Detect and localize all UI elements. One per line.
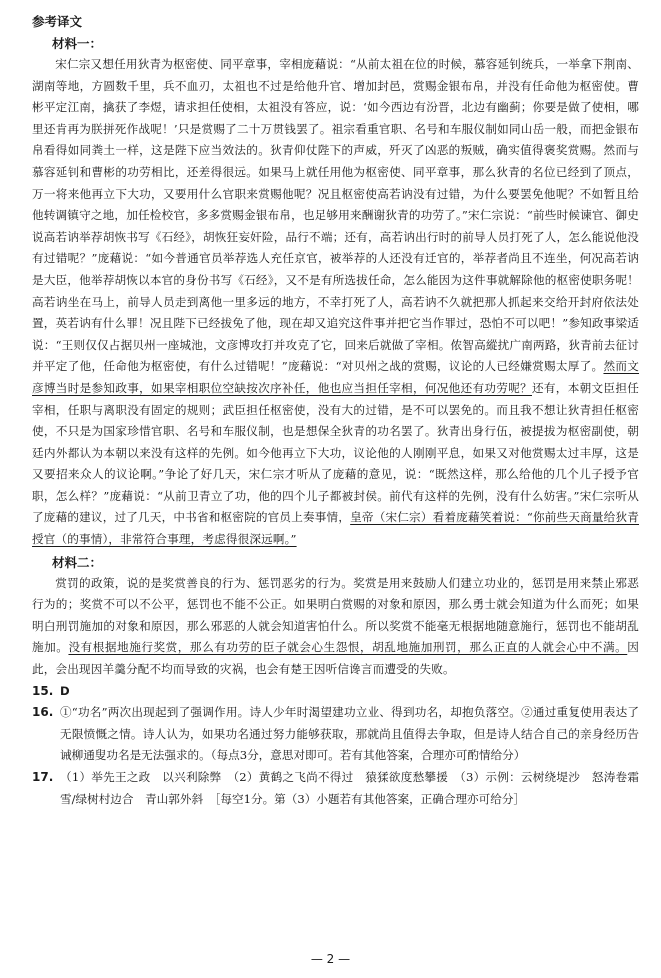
material-one-title: 材料一： [52, 36, 103, 51]
question-number-16: 16. [32, 705, 54, 720]
material-one-para-rest: 还有，本朝文臣担任宰相，任职与离职没有固定的规则；武臣担任枢密使，没有大的过错，是不可以罢免的。而且我不想让狄青担任枢密使，不只是为国家珍惜官职、名号和车服仪制，也是想保全狄青的功名罢了。狄青出身行伍，被提拔为枢密副使，朝廷内外都认为本朝以来没有这样的先例。如今他再立下大功，议论他的人刚刚平息，如果又对他赏赐太过丰厚，这是又要招来众人的议论啊。”争论了好几天，宋仁宗才听从了庞藉的意见，说：“既然这样，那么给他的几个儿子授予官职，怎么样？”庞藉说：“从前卫青立了功，他的四个儿子都被封侯。前代有这样的先例，没有什么妨害。”宋仁宗听从了庞藉的建议，过了几天，中书省和枢密院的官员上奏事情， [32, 380, 639, 525]
question-number-17: 17. [32, 770, 54, 784]
page-number: — 2 — [310, 952, 351, 966]
material-one-para: 宋仁宗又想任用狄青为枢密使、同平章事，宰相庞藉说：“从前太祖在位的时候，慕容延钊统兵，一举拿下荆南、湖南等地，方圆数千里，兵不血刃，太祖也不过是给他升官、增加封邑，赏赐金银布帛，并没有任命他为枢密使。曹彬平定江南，擒获了李煜，请求担任使相，太祖没有答应，说：‘如今西边有汾晋，北边有幽蓟；你要是做了使相，哪里还肯再为朕拼死作战呢！’只是赏赐了二十万贯钱罢了。祖宗看重官职、名号和车服仪制如同山岳一般，而把金银布帛看得如同粪土一样，这是陛下应当效法的。狄青仰仗陛下的声威，歼灭了凶恶的叛贼，确实值得褒奖赏赐。然而与慕容延钊和曹彬的功劳相比，还差得很远。如果马上就任用他为枢密使、同平章事，那么狄青的名位已经到了顶点，万一将来他再立下大功，又要用什么官职来赏赐他呢？况且枢密使高若讷没有过错，为什么要罢免他呢？不如暂且给他转调镇守之地，加任检校官，多多赏赐金银布帛，也足够用来酬谢狄青的功劳了。”宋仁宗说：“前些时候谏官、御史说高若讷举荐胡恢书写《石经》，胡恢狂妄奸险，品行不端；还有，高若讷出行时的前导人员打死了人，怎么能说他没有过错呢？”庞藉说：“如今普通官员举荐选人充任京官，被举荐的人还没有迁官的，举荐者尚且不连坐，何况高若讷是大臣，他举荐胡恢以本官的身份书写《石经》，又不是有所选拔任命，怎么能因为这件事就解除他的枢密使职务呢！高若讷坐在马上，前导人员走到离他一里多远的地方，不幸打死了人，高若讷不久就把那人抓起来交给开封府依法处置，英若讷有什么罪！况且陛下已经拔免了他，现在却又追究这件事并把它当作罪过，恐怕不可以吧！”参知政事梁适说：“王则仅仅占据贝州一座城池，文彦博攻打并攻克了它，回来后就做了宰相。侬智高縱扰广南两路，狄青前去征讨并平定了他，任命他为枢密使，有什么过错呢！”庞藉说：“对贝州之战的赏赐，议论的人已经嫌赏赐太厚了。 [32, 57, 639, 374]
material-one-underline-1: 然而文彦博当时是参知政事，如果宰相职位空缺按次序补任，他也应当担任宰相，何况他还有功劳呢？ [32, 359, 640, 395]
material-two-underline: 没有根据地施行奖赏，那么有功劳的臣子就会心生怨恨，胡乱地施加刑罚，那么正直的人就会心中不满。 [68, 640, 628, 655]
material-one-underline-2: 皇帝（宋仁宗）看着庞藉笑着说：“你前些天商量给狄青授官（的事情），非常符合事理，考虑得很深远啊。” [32, 510, 639, 547]
material-one-text [32, 54, 639, 551]
answer-15 [32, 681, 639, 703]
answer-16 [32, 702, 639, 767]
answer-15-text: D [60, 683, 70, 698]
material-two-title: 材料二： [52, 554, 103, 570]
material-two-para: 赏罚的政策，说的是奖赏善良的行为、惩罚恶劣的行为。奖赏是用来鼓励人们建立功业的，惩罚是用来禁止邪恶行为的；奖赏不可以不公平，惩罚也不能不公正。如果明白赏赐的对象和原因，那么勇士就会知道为什么而死；如果明白刑罚施加的对象和原因，那么邪恶的人就会知道害怕什么。所以奖赏不能毫无根据地随意施行，惩罚也不能胡乱施加。 [32, 575, 639, 655]
answer-16-text: ①“功名”两次出现起到了强调作用。诗人少年时渴望建功立业、得到功名，却抱负落空。②通过重复使用表达了无限愤慨之情。诗人认为，如果功名通过努力能够获取，那就尚且值得去争取，但是诗人结合自己的亲身经历告诫柳通叟功名是无法强求的。（每点3分，意思对即可。若有其他答案，合理亦可酌情给分） [60, 705, 639, 763]
question-number-15: 15. [32, 683, 54, 698]
answer-17-text: （1）举先王之政 以兴利除弊 （2）黄鹤之飞尚不得过 猿猱欲度愁攀援 （3）示例：云树绕堤沙 怒涛卷霜雪/绿树村边合 青山郭外斜 ［每空1分。第（3）小题若有其他答案，正确合理亦可给分］ [60, 770, 639, 806]
material-two-para-rest: 因此，会出现因羊羹分配不均而导致的灾祸，也会有楚王因听信谗言而遭受的失败。 [32, 640, 640, 677]
material-two-text [32, 573, 639, 681]
answer-17 [32, 767, 639, 810]
section-heading: 参考译文 [32, 14, 83, 29]
